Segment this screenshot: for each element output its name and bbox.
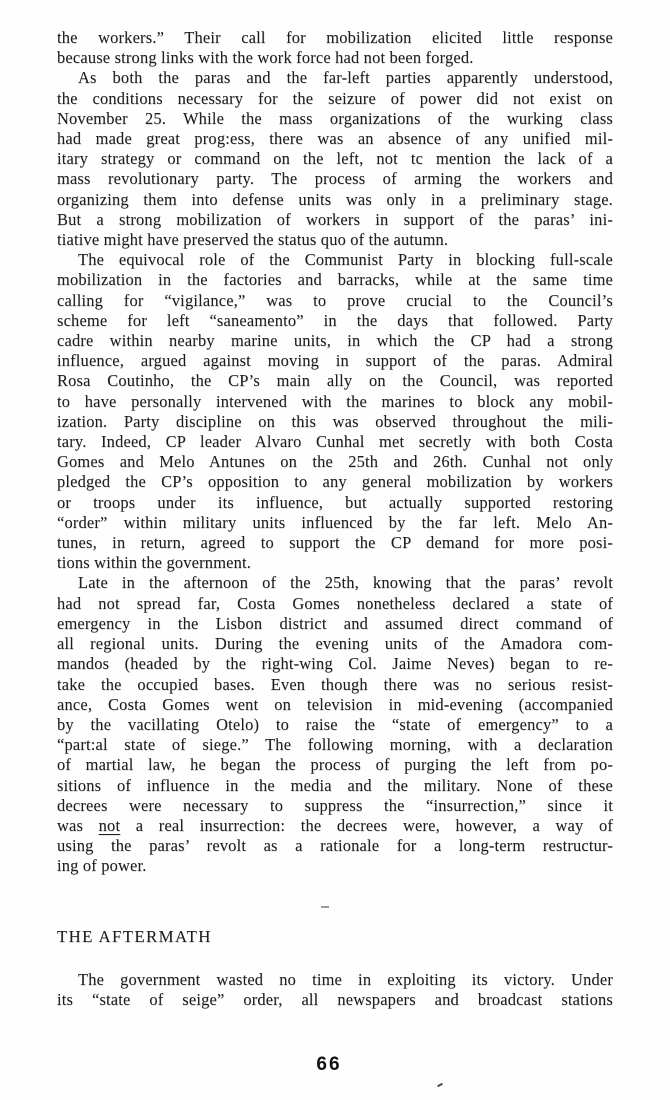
text-line: tunes, in return, agreed to support the CP demand for more posi- <box>57 533 613 553</box>
text-line: scheme for left “saneamento” in the days that followed. Party <box>57 310 613 330</box>
text-line: ization. Party discipline on this was observed throughout the mili- <box>57 411 613 431</box>
text-line: Rosa Coutinho, the CP’s main ally on the Council, was reported <box>57 371 613 391</box>
text-line: “part:al state of siege.” The following morning, with a declaration <box>57 735 613 755</box>
paragraph <box>57 970 613 1010</box>
text-line: ance, Costa Gomes went on television in mid-evening (accompanied <box>57 694 613 714</box>
text-line: using the paras’ revolt as a rationale for a long-term restructur- <box>57 836 613 856</box>
text-line: influence, argued against moving in support of the paras. Admiral <box>57 351 613 371</box>
text-line: was not a real insurrection: the decrees were, however, a way of <box>57 815 614 835</box>
text-line: As both the paras and the far-left parties apparently understood, <box>78 68 613 88</box>
text-line: had not spread far, Costa Gomes nonetheless declared a state of <box>57 593 613 613</box>
text-line: all regional units. During the evening units of the Amadora com- <box>57 634 613 654</box>
text-line: calling for “vigilance,” was to prove crucial to the Council’s <box>57 290 613 310</box>
text-line: mandos (headed by the right-wing Col. Jaime Neves) began to re- <box>57 654 613 674</box>
text-line: because strong links with the work force had not been forged. <box>57 48 474 68</box>
text-line: But a strong mobilization of workers in support of the paras’ ini- <box>57 209 613 229</box>
paragraph <box>57 250 613 573</box>
text-line: pledged the CP’s opposition to any general mobilization by workers <box>57 472 613 492</box>
paragraph <box>57 28 613 68</box>
text-line: tions within the government. <box>57 553 252 573</box>
text-line: ing of power. <box>57 856 147 876</box>
text-line: take the occupied bases. Even though there was no serious resist- <box>57 674 613 694</box>
text-line: of martial law, he began the process of purging the left from po- <box>57 755 613 775</box>
text-line: The equivocal role of the Communist Party in blocking full-scale <box>78 250 613 270</box>
scan-artifact <box>437 1083 443 1088</box>
text-line: mobilization in the factories and barracks, while at the same time <box>57 270 613 290</box>
text-line: The government wasted no time in exploiting its victory. Under <box>78 969 613 989</box>
text-column <box>57 28 613 1010</box>
text-line: the workers.” Their call for mobilization elicited little response <box>57 28 613 47</box>
text-line: emergency in the Lisbon district and assumed direct command of <box>57 613 613 633</box>
text-line: Gomes and Melo Antunes on the 25th and 26th. Cunhal not only <box>57 452 613 472</box>
page-number: 66 <box>316 1054 342 1075</box>
scan-artifact <box>321 906 329 908</box>
underlined-word: not <box>98 815 121 835</box>
text-line: mass revolutionary party. The process of arming the workers and <box>57 169 613 189</box>
section-heading: THE AFTERMATH <box>57 926 212 946</box>
paragraph <box>57 68 613 250</box>
text-line: sitions of influence in the media and the military. None of these <box>57 775 613 795</box>
text-line: had made great prog:ess, there was an absence of any unified mil- <box>57 129 613 149</box>
text-line: or troops under its influence, but actually supported restoring <box>57 492 613 512</box>
text-line: tary. Indeed, CP leader Alvaro Cunhal met secretly with both Costa <box>57 432 613 452</box>
text-line: cadre within nearby marine units, in which the CP had a strong <box>57 331 613 351</box>
text-line: the conditions necessary for the seizure of power did not exist on <box>57 88 613 108</box>
text-line: Late in the afternoon of the 25th, knowing that the paras’ revolt <box>78 573 613 593</box>
text-line: tiative might have preserved the status quo of the autumn. <box>57 230 449 250</box>
text-line: decrees were necessary to suppress the “insurrection,” since it <box>57 795 613 815</box>
text-line: “order” within military units influenced by the far left. Melo An- <box>57 512 613 532</box>
text-line: to have personally intervened with the marines to block any mobil- <box>57 391 613 411</box>
text-line: by the vacillating Otelo) to raise the “state of emergency” to a <box>57 714 613 734</box>
text-line: organizing them into defense units was only in a preliminary stage. <box>57 189 613 209</box>
text-line: its “state of seige” order, all newspapers and broadcast stations <box>57 989 613 1009</box>
text-line: November 25. While the mass organizations of the wurking class <box>57 108 613 128</box>
paragraph <box>57 573 613 876</box>
text-line: itary strategy or command on the left, not tc mention the lack of a <box>57 149 613 169</box>
